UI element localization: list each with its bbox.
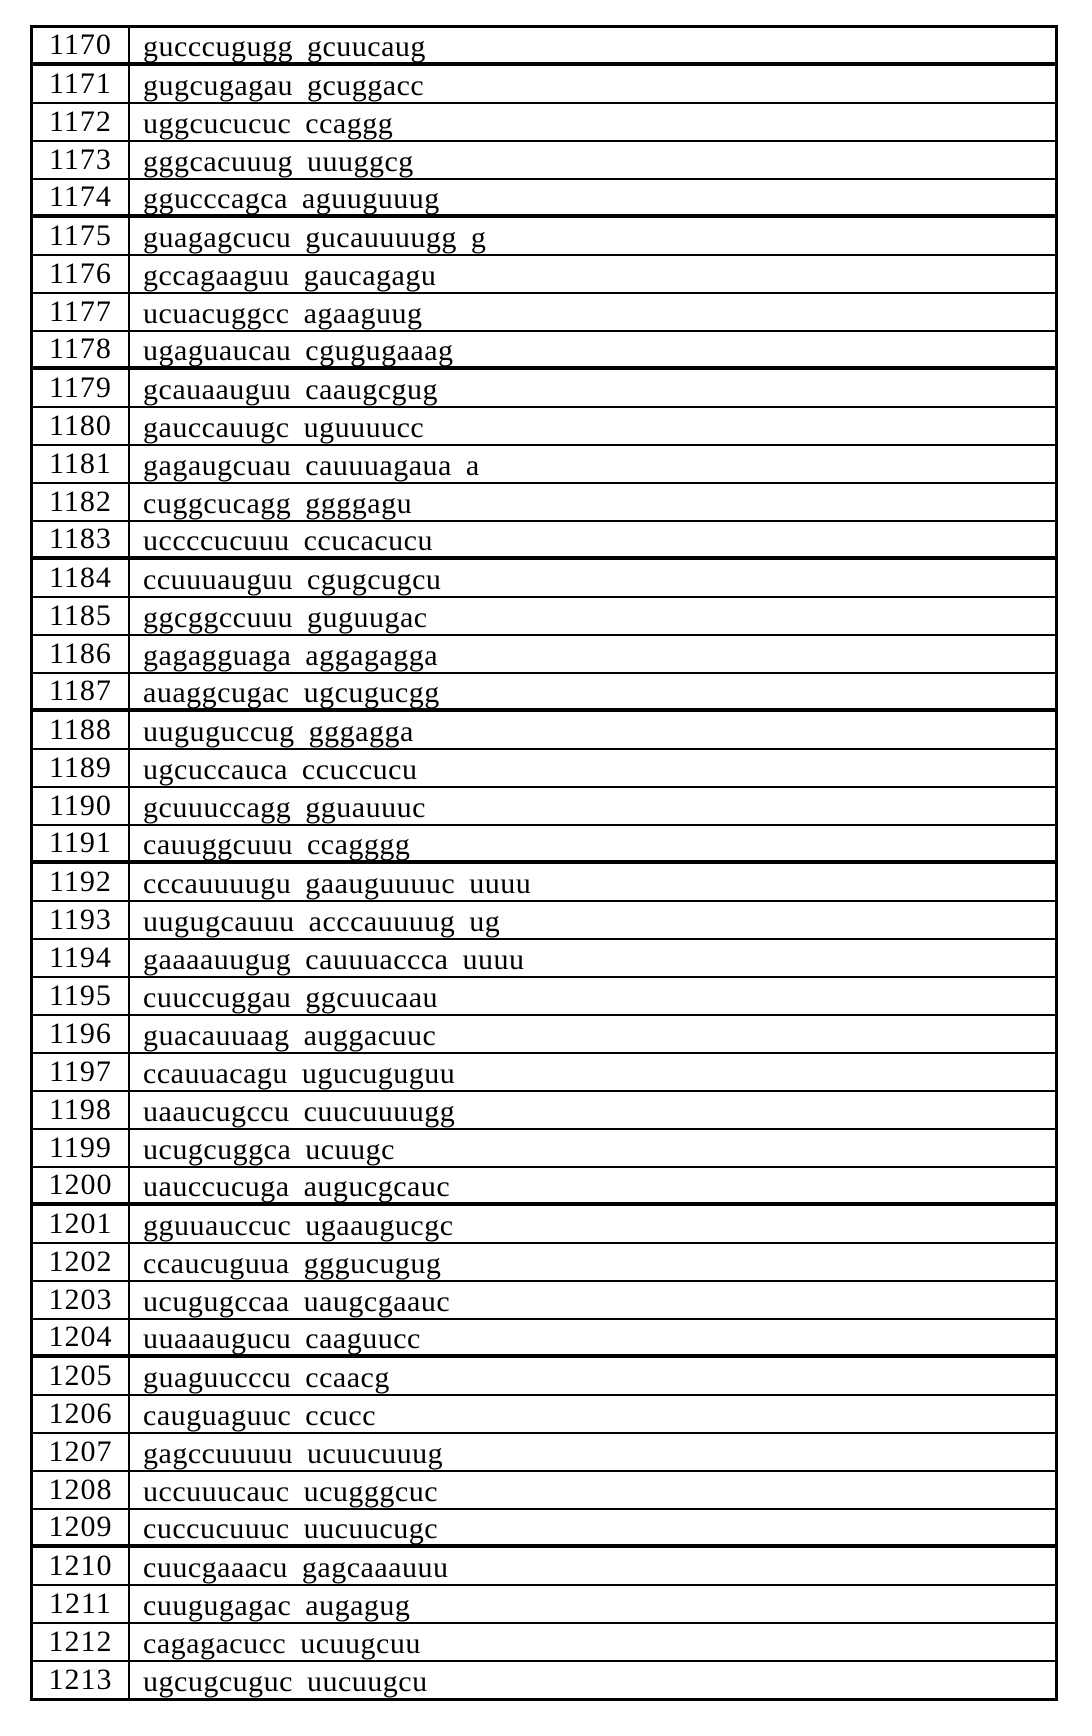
seq-id-cell: 1179	[33, 370, 130, 406]
sequence-cell: cagagacucc ucuugcuu	[143, 1627, 421, 1660]
table-row	[33, 484, 1055, 522]
seq-id-cell: 1194	[33, 940, 130, 976]
table-row	[33, 408, 1055, 446]
table-row	[33, 1624, 1055, 1662]
sequence-cell: gagagguaga aggagagga	[143, 639, 439, 672]
table-row	[33, 218, 1055, 256]
sequence-cell: uggcucucuc ccaggg	[143, 107, 394, 140]
sequence-cell: gguuauccuc ugaaugucgc	[143, 1209, 454, 1242]
table-row	[33, 1586, 1055, 1624]
seq-id-cell: 1175	[33, 218, 130, 254]
seq-id-cell: 1183	[33, 522, 130, 556]
seq-id-cell: 1205	[33, 1358, 130, 1394]
seq-id-cell: 1173	[33, 142, 130, 178]
table-row	[33, 256, 1055, 294]
seq-id-cell: 1200	[33, 1168, 130, 1202]
sequence-cell: ggucccagca aguuguuug	[143, 182, 440, 214]
table-row	[33, 750, 1055, 788]
table-row	[33, 332, 1055, 370]
table-row	[33, 294, 1055, 332]
sequence-cell: ugaguaucau cgugugaaag	[143, 334, 454, 366]
seq-id-cell: 1196	[33, 1016, 130, 1052]
seq-id-cell: 1184	[33, 560, 130, 596]
table-row	[33, 1282, 1055, 1320]
sequence-cell: ugcugcuguc uucuugcu	[143, 1665, 428, 1698]
table-row	[33, 636, 1055, 674]
seq-id-cell: 1170	[33, 28, 130, 62]
sequence-cell: gcuuuccagg gguauuuc	[143, 791, 426, 824]
sequence-cell: guacauuaag auggacuuc	[143, 1019, 437, 1052]
sequence-cell: cauguaguuc ccucc	[143, 1399, 377, 1432]
seq-id-cell: 1181	[33, 446, 130, 482]
sequence-cell: uaaucugccu cuucuuuugg	[143, 1095, 456, 1128]
seq-id-cell: 1209	[33, 1510, 130, 1544]
table-row	[33, 1434, 1055, 1472]
sequence-cell: cauuggcuuu ccagggg	[143, 828, 411, 860]
sequence-cell: uauccucuga augucgcauc	[143, 1170, 451, 1202]
seq-id-cell: 1206	[33, 1396, 130, 1432]
table-row	[33, 1472, 1055, 1510]
table-row	[33, 978, 1055, 1016]
seq-id-cell: 1208	[33, 1472, 130, 1508]
table-row	[33, 560, 1055, 598]
table-row	[33, 104, 1055, 142]
sequence-cell: cuuccuggau ggcuucaau	[143, 981, 439, 1014]
seq-id-cell: 1193	[33, 902, 130, 938]
table-row	[33, 902, 1055, 940]
sequence-cell: cccauuuugu gaauguuuuc uuuu	[143, 867, 532, 900]
sequence-cell: cuugugagac augagug	[143, 1589, 411, 1622]
seq-id-cell: 1204	[33, 1320, 130, 1354]
sequence-cell: ccuuuauguu cgugcugcu	[143, 563, 442, 596]
table-row	[33, 1396, 1055, 1434]
table-row	[33, 1054, 1055, 1092]
table-row	[33, 788, 1055, 826]
seq-id-cell: 1211	[33, 1586, 130, 1622]
sequence-cell: gggcacuuug uuuggcg	[143, 145, 414, 178]
sequence-cell: uuguguccug gggagga	[143, 715, 414, 748]
sequence-cell: uccccucuuu ccucacucu	[143, 524, 433, 556]
table-row	[33, 1548, 1055, 1586]
sequence-cell: ugcuccauca ccuccucu	[143, 753, 418, 786]
table-row	[33, 180, 1055, 218]
sequence-cell: gagaugcuau cauuuagaua a	[143, 449, 480, 482]
table-row	[33, 446, 1055, 484]
seq-id-cell: 1192	[33, 864, 130, 900]
sequence-cell: uccuuucauc ucugggcuc	[143, 1475, 439, 1508]
table-row	[33, 1358, 1055, 1396]
table-row	[33, 1510, 1055, 1548]
sequence-cell: uuaaaugucu caaguucc	[143, 1322, 421, 1354]
seq-id-cell: 1199	[33, 1130, 130, 1166]
seq-id-cell: 1197	[33, 1054, 130, 1090]
seq-id-cell: 1172	[33, 104, 130, 140]
seq-id-cell: 1186	[33, 636, 130, 672]
sequence-cell: ccauuacagu ugucuguguu	[143, 1057, 456, 1090]
seq-id-cell: 1178	[33, 332, 130, 366]
sequence-cell: auaggcugac ugcugucgg	[143, 676, 440, 708]
seq-id-cell: 1171	[33, 66, 130, 102]
seq-id-cell: 1203	[33, 1282, 130, 1318]
table-row	[33, 940, 1055, 978]
sequence-cell: gccagaaguu gaucagagu	[143, 259, 437, 292]
seq-id-cell: 1213	[33, 1662, 130, 1698]
seq-id-cell: 1198	[33, 1092, 130, 1128]
table-row	[33, 142, 1055, 180]
sequence-cell: guagagcucu gucauuuugg g	[143, 221, 487, 254]
table-row	[33, 864, 1055, 902]
seq-id-cell: 1210	[33, 1548, 130, 1584]
table-row	[33, 28, 1055, 66]
table-row	[33, 1092, 1055, 1130]
table-row	[33, 1320, 1055, 1358]
seq-id-cell: 1201	[33, 1206, 130, 1242]
table-row	[33, 1662, 1055, 1698]
table-row	[33, 712, 1055, 750]
seq-id-cell: 1202	[33, 1244, 130, 1280]
seq-id-cell: 1188	[33, 712, 130, 748]
sequence-cell: ucugcuggca ucuugc	[143, 1133, 395, 1166]
sequence-cell: cuggcucagg ggggagu	[143, 487, 413, 520]
sequence-cell: gaaaauugug cauuuaccca uuuu	[143, 943, 525, 976]
seq-id-cell: 1189	[33, 750, 130, 786]
sequence-cell: ucuacuggcc agaaguug	[143, 297, 423, 330]
sequence-cell: ggcggccuuu guguugac	[143, 601, 428, 634]
sequence-cell: gcauaauguu caaugcgug	[143, 373, 439, 406]
table-row	[33, 1130, 1055, 1168]
seq-id-cell: 1212	[33, 1624, 130, 1660]
table-row	[33, 370, 1055, 408]
table-row	[33, 674, 1055, 712]
table-row	[33, 1168, 1055, 1206]
seq-id-cell: 1176	[33, 256, 130, 292]
sequence-cell: guaguucccu ccaacg	[143, 1361, 390, 1394]
sequence-cell: uugugcauuu acccauuuug ug	[143, 905, 501, 938]
sequence-cell: ccaucuguua gggucugug	[143, 1247, 442, 1280]
sequence-cell: cuucgaaacu gagcaaauuu	[143, 1551, 449, 1584]
table-row	[33, 1244, 1055, 1282]
seq-id-cell: 1182	[33, 484, 130, 520]
sequence-cell: cuccucuuuc uucuucugc	[143, 1512, 439, 1544]
table-row	[33, 1016, 1055, 1054]
seq-id-cell: 1174	[33, 180, 130, 214]
table-row	[33, 522, 1055, 560]
seq-id-cell: 1177	[33, 294, 130, 330]
seq-id-cell: 1207	[33, 1434, 130, 1470]
seq-id-cell: 1180	[33, 408, 130, 444]
seq-id-cell: 1187	[33, 674, 130, 708]
seq-id-cell: 1185	[33, 598, 130, 634]
seq-id-cell: 1191	[33, 826, 130, 860]
sequence-cell: gagccuuuuu ucuucuuug	[143, 1437, 444, 1470]
sequence-table	[30, 25, 1058, 1701]
sequence-cell: gucccugugg gcuucaug	[143, 30, 426, 62]
sequence-cell: ucugugccaa uaugcgaauc	[143, 1285, 451, 1318]
table-row	[33, 66, 1055, 104]
sequence-cell: gauccauugc uguuuucc	[143, 411, 425, 444]
table-row	[33, 1206, 1055, 1244]
seq-id-cell: 1190	[33, 788, 130, 824]
seq-id-cell: 1195	[33, 978, 130, 1014]
sequence-cell: gugcugagau gcuggacc	[143, 69, 425, 102]
table-row	[33, 598, 1055, 636]
table-row	[33, 826, 1055, 864]
